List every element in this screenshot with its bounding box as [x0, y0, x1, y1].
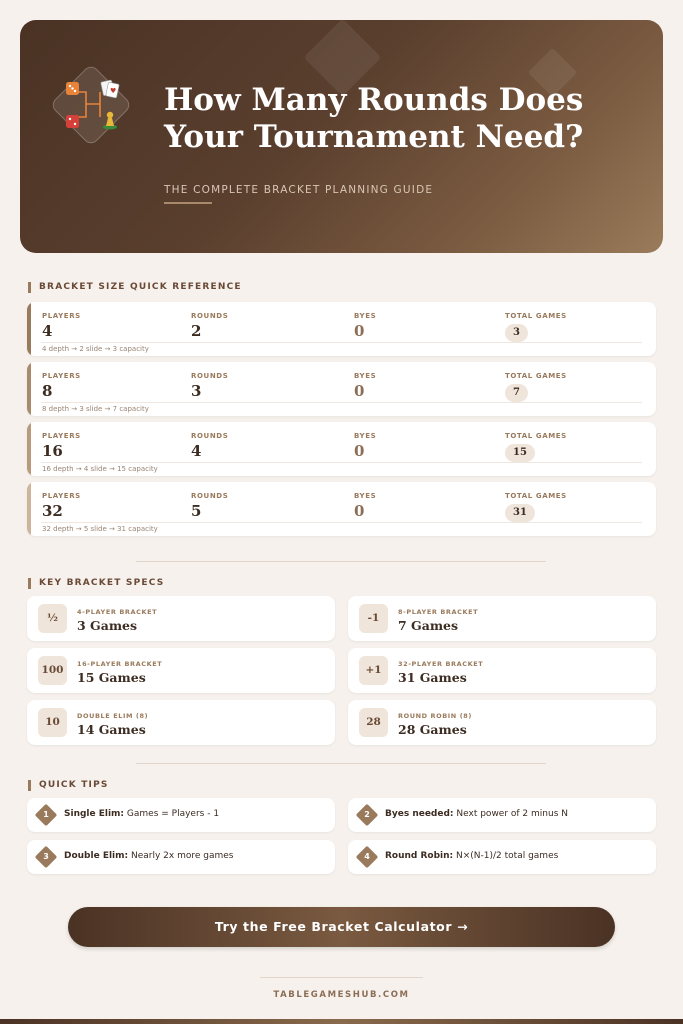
spec-label: ROUND ROBIN (8)	[398, 712, 472, 720]
value-rounds: 4	[191, 442, 202, 460]
spec-label: 4-PLAYER BRACKET	[77, 608, 158, 616]
value-rounds: 5	[191, 502, 202, 520]
footer-site-link[interactable]: TABLEGAMESHUB.COM	[273, 990, 410, 1000]
hero-banner	[20, 20, 663, 253]
row-accent-bar	[27, 362, 31, 416]
row-accent-bar	[27, 422, 31, 476]
tip-text	[64, 809, 219, 819]
spec-badge: 28	[359, 708, 388, 737]
svg-text:♥: ♥	[110, 87, 117, 95]
page-title	[164, 82, 644, 156]
value-total-games: 31	[505, 504, 535, 522]
row-note: 32 depth → 5 slide → 31 capacity	[42, 525, 158, 533]
spec-card	[27, 596, 335, 641]
bracket-size-row	[27, 422, 656, 476]
tip-heading: Double Elim:	[64, 851, 129, 861]
row-note: 8 depth → 3 slide → 7 capacity	[42, 405, 149, 413]
tip-heading: Round Robin:	[385, 851, 454, 861]
playing-cards-icon	[101, 80, 120, 98]
bottom-accent-bar	[0, 1019, 683, 1024]
bracket-size-row	[27, 362, 656, 416]
value-total-games: 7	[505, 384, 528, 402]
value-byes: 0	[354, 502, 365, 520]
value-byes: 0	[354, 382, 365, 400]
value-total-games: 3	[505, 324, 528, 342]
spec-card	[27, 648, 335, 693]
value-total-games: 15	[505, 444, 535, 462]
section-divider	[136, 763, 546, 764]
tip-text	[385, 851, 558, 861]
section-title-specs: KEY BRACKET SPECS	[28, 578, 164, 589]
section-title-reference: BRACKET SIZE QUICK REFERENCE	[28, 282, 242, 293]
tip-number: 4	[364, 852, 370, 861]
spec-label: 8-PLAYER BRACKET	[398, 608, 479, 616]
bracket-size-row	[27, 482, 656, 536]
row-accent-bar	[27, 482, 31, 536]
section-divider	[136, 561, 546, 562]
column-label-rounds: ROUNDS	[191, 432, 229, 440]
tip-body: Games = Players - 1	[124, 809, 220, 819]
spec-card	[348, 596, 656, 641]
column-label-total-games: TOTAL GAMES	[505, 312, 567, 320]
spec-label: DOUBLE ELIM (8)	[77, 712, 149, 720]
spec-value: 28 Games	[398, 722, 467, 737]
page-title-line: Your Tournament Need?	[164, 119, 584, 155]
tournament-games-logo-icon	[48, 62, 134, 148]
value-rounds: 3	[191, 382, 202, 400]
page-subtitle: THE COMPLETE BRACKET PLANNING GUIDE	[164, 184, 434, 196]
tip-heading: Byes needed:	[385, 809, 454, 819]
tip-number: 1	[43, 810, 49, 819]
spec-badge: 100	[38, 656, 67, 685]
spec-card	[348, 648, 656, 693]
spec-value: 15 Games	[77, 670, 146, 685]
spec-value: 31 Games	[398, 670, 467, 685]
tip-card	[348, 840, 656, 874]
row-separator	[41, 402, 642, 403]
value-players: 16	[42, 442, 63, 460]
spec-label: 16-PLAYER BRACKET	[77, 660, 163, 668]
column-label-total-games: TOTAL GAMES	[505, 372, 567, 380]
column-label-rounds: ROUNDS	[191, 372, 229, 380]
subtitle-underline	[164, 202, 212, 204]
spec-badge: +1	[359, 656, 388, 685]
column-label-byes: BYES	[354, 432, 377, 440]
column-label-players: PLAYERS	[42, 372, 81, 380]
spec-badge: ½	[38, 604, 67, 633]
row-separator	[41, 462, 642, 463]
spec-label: 32-PLAYER BRACKET	[398, 660, 484, 668]
value-players: 4	[42, 322, 53, 340]
tip-text	[385, 809, 568, 819]
row-note: 16 depth → 4 slide → 15 capacity	[42, 465, 158, 473]
column-label-total-games: TOTAL GAMES	[505, 492, 567, 500]
row-accent-bar	[27, 302, 31, 356]
tip-heading: Single Elim:	[64, 809, 125, 819]
spec-value: 14 Games	[77, 722, 146, 737]
row-separator	[41, 522, 642, 523]
value-byes: 0	[354, 442, 365, 460]
value-byes: 0	[354, 322, 365, 340]
column-label-players: PLAYERS	[42, 492, 81, 500]
spec-card	[348, 700, 656, 745]
tip-card	[348, 798, 656, 832]
row-separator	[41, 342, 642, 343]
bracket-calculator-button[interactable]: Try the Free Bracket Calculator →	[68, 907, 615, 947]
dice-icon	[66, 82, 79, 95]
column-label-byes: BYES	[354, 492, 377, 500]
spec-badge: -1	[359, 604, 388, 633]
tip-text	[64, 851, 233, 861]
column-label-rounds: ROUNDS	[191, 492, 229, 500]
page-title-line: How Many Rounds Does	[164, 82, 584, 118]
spec-card	[27, 700, 335, 745]
section-title-tips: QUICK TIPS	[28, 780, 109, 791]
tip-number: 3	[43, 852, 49, 861]
value-players: 8	[42, 382, 53, 400]
column-label-total-games: TOTAL GAMES	[505, 432, 567, 440]
tip-number: 2	[364, 810, 370, 819]
column-label-players: PLAYERS	[42, 432, 81, 440]
column-label-byes: BYES	[354, 372, 377, 380]
dice-icon	[66, 115, 79, 128]
spec-value: 3 Games	[77, 618, 138, 633]
bracket-size-row	[27, 302, 656, 356]
tip-card	[27, 798, 335, 832]
column-label-players: PLAYERS	[42, 312, 81, 320]
tip-body: N×(N-1)/2 total games	[453, 851, 559, 861]
tip-body: Nearly 2x more games	[128, 851, 234, 861]
tip-body: Next power of 2 minus N	[453, 809, 568, 819]
column-label-rounds: ROUNDS	[191, 312, 229, 320]
footer-divider	[260, 977, 423, 978]
column-label-byes: BYES	[354, 312, 377, 320]
tip-card	[27, 840, 335, 874]
value-rounds: 2	[191, 322, 202, 340]
spec-badge: 10	[38, 708, 67, 737]
spec-value: 7 Games	[398, 618, 459, 633]
value-players: 32	[42, 502, 63, 520]
row-note: 4 depth → 2 slide → 3 capacity	[42, 345, 149, 353]
